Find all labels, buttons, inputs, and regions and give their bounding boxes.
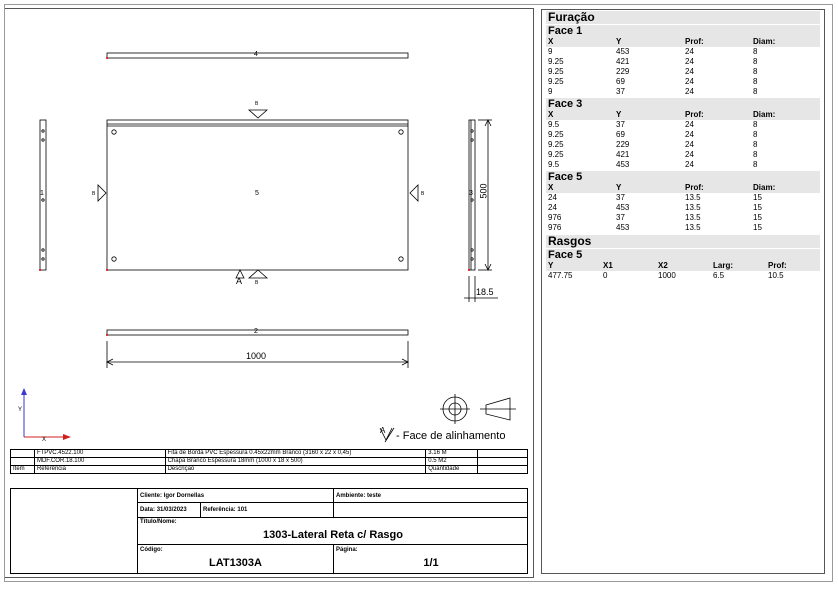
main-panel-label: 5 xyxy=(255,190,259,197)
alignment-a-label: A xyxy=(380,426,386,435)
bottom-panel-label: 2 xyxy=(254,328,258,335)
table-cell: 9.25 xyxy=(548,67,564,76)
hole xyxy=(399,257,403,261)
table-row xyxy=(11,450,528,458)
environment-label: Ambiente: xyxy=(336,493,366,499)
table-cell: 24 xyxy=(685,57,694,66)
date-label: Data: xyxy=(140,507,156,513)
table-cell: 24 xyxy=(685,67,694,76)
table-cell: 24 xyxy=(548,193,557,202)
environment-value: teste xyxy=(367,493,382,499)
table-cell: 8 xyxy=(753,130,758,139)
top-panel-label: 4 xyxy=(254,51,258,58)
table-cell: 69 xyxy=(616,77,625,86)
marker-left xyxy=(98,185,106,201)
rasgos-title: Rasgos xyxy=(546,235,820,248)
reference-value: 101 xyxy=(237,507,248,513)
table-cell: 1000 xyxy=(658,271,676,280)
bom-item xyxy=(11,458,35,466)
bom-qty: 0.5 M2 xyxy=(426,458,478,466)
date-value: 31/03/2023 xyxy=(156,507,187,513)
table-cell: 421 xyxy=(616,57,630,66)
table-cell: 8 xyxy=(753,57,758,66)
table-cell: 24 xyxy=(685,160,694,169)
marker-b-left: B xyxy=(92,191,96,197)
table-cell: Prof: xyxy=(685,183,704,192)
table-cell: 8 xyxy=(753,47,758,56)
table-cell: 24 xyxy=(685,87,694,96)
table-cell: 15 xyxy=(753,223,762,232)
page-value: 1/1 xyxy=(423,557,439,569)
client-value: Igor Dornellas xyxy=(163,493,205,499)
table-cell: 24 xyxy=(685,47,694,56)
reference-cell xyxy=(201,503,334,517)
axis-x-label: X xyxy=(42,437,47,443)
table-cell: 8 xyxy=(753,140,758,149)
reference-label: Referência: xyxy=(203,507,236,513)
table-cell: 8 xyxy=(753,87,758,96)
table-cell: 8 xyxy=(753,77,758,86)
table-cell: 13.5 xyxy=(685,213,701,222)
table-cell: 24 xyxy=(685,120,694,129)
code-cell xyxy=(138,545,334,573)
table-cell: Diam: xyxy=(753,183,776,192)
table-cell: 0 xyxy=(603,271,608,280)
table-cell: Prof: xyxy=(685,110,704,119)
table-cell: Y xyxy=(616,183,622,192)
table-cell: 9.25 xyxy=(548,140,564,149)
face-3-header xyxy=(546,110,820,120)
table-cell: 13.5 xyxy=(685,203,701,212)
date-cell xyxy=(138,503,201,517)
marker-bottom xyxy=(249,270,267,278)
table-cell: 13.5 xyxy=(685,193,701,202)
rasgo-header xyxy=(546,261,820,271)
right-panel-label: 3 xyxy=(469,190,473,197)
table-cell: X xyxy=(548,110,554,119)
table-cell: 8 xyxy=(753,160,758,169)
axis-indicator xyxy=(21,388,71,440)
table-row xyxy=(11,458,528,466)
bom-desc: Chapa Branco Espessura 18mm (1000 x 18 x 500) xyxy=(165,458,426,466)
table-cell: 24 xyxy=(685,77,694,86)
marker-right xyxy=(410,185,418,201)
bom-header-qty: Quantidade xyxy=(426,466,478,474)
bom-header-desc: Descrição xyxy=(165,466,426,474)
table-cell: 10.5 xyxy=(768,271,784,280)
table-cell: Prof: xyxy=(685,37,704,46)
dimension-width: 1000 xyxy=(246,351,267,361)
bom-qty: 3.16 M xyxy=(426,450,478,458)
table-cell: 8 xyxy=(753,120,758,129)
table-cell: 37 xyxy=(616,213,625,222)
marker-b-right: B xyxy=(421,191,425,197)
table-cell: 24 xyxy=(685,150,694,159)
face-1-header xyxy=(546,37,820,47)
code-value: LAT1303A xyxy=(209,557,262,569)
page-cell xyxy=(334,545,528,573)
title-cell xyxy=(138,517,528,545)
face-1-title: Face 1 xyxy=(546,25,820,37)
logo-area xyxy=(11,489,138,573)
machining-panel xyxy=(541,9,825,574)
table-cell: 8 xyxy=(753,150,758,159)
dimension-height: 500 xyxy=(478,183,489,199)
bom-ref: MDF.COR.18.100 xyxy=(34,458,165,466)
table-cell: 15 xyxy=(753,203,762,212)
table-cell: Y xyxy=(616,37,622,46)
table-cell: 477.75 xyxy=(548,271,573,280)
drawing-title: 1303-Lateral Reta c/ Rasgo xyxy=(262,529,403,541)
bom-header-ref: Referência xyxy=(34,466,165,474)
face-5-header xyxy=(546,183,820,193)
table-cell: 8 xyxy=(753,67,758,76)
table-cell: Diam: xyxy=(753,37,776,46)
title-block xyxy=(10,488,528,574)
alignment-text: - Face de alinhamento xyxy=(396,430,506,442)
rasgo-rows xyxy=(546,271,820,281)
client-cell xyxy=(138,489,334,503)
table-cell: 9 xyxy=(548,87,553,96)
table-cell: 229 xyxy=(616,67,630,76)
table-cell: 9 xyxy=(548,47,553,56)
face-3-title: Face 3 xyxy=(546,98,820,110)
rasgo-face-title: Face 5 xyxy=(546,249,820,261)
table-cell: 976 xyxy=(548,213,562,222)
table-cell: Y xyxy=(548,261,554,270)
table-cell: 421 xyxy=(616,150,630,159)
table-cell: 37 xyxy=(616,193,625,202)
table-cell: 229 xyxy=(616,140,630,149)
dimension-thickness: 18.5 xyxy=(476,287,494,297)
table-cell: 976 xyxy=(548,223,562,232)
table-cell: X xyxy=(548,183,554,192)
table-cell: 453 xyxy=(616,47,630,56)
marker-top xyxy=(249,110,267,118)
marker-b-top: B xyxy=(255,101,259,107)
table-cell: 37 xyxy=(616,87,625,96)
hole xyxy=(112,257,116,261)
marker-b-bottom: B xyxy=(255,280,259,286)
bill-of-materials xyxy=(10,449,528,474)
marker-a-label: A xyxy=(236,276,243,286)
table-cell: Larg: xyxy=(713,261,733,270)
face-5-rows xyxy=(546,193,820,233)
table-cell: X2 xyxy=(658,261,668,270)
environment-cell xyxy=(334,489,528,503)
table-cell: X1 xyxy=(603,261,613,270)
table-cell: 6.5 xyxy=(713,271,725,280)
table-cell: Prof: xyxy=(768,261,787,270)
axis-y-label: Y xyxy=(18,407,23,413)
table-cell: 15 xyxy=(753,193,762,202)
table-cell: 9.25 xyxy=(548,57,564,66)
table-cell: 37 xyxy=(616,120,625,129)
bom-header-row xyxy=(11,466,528,474)
table-cell: 453 xyxy=(616,160,630,169)
face-5-title: Face 5 xyxy=(546,171,820,183)
table-cell: 9.5 xyxy=(548,120,560,129)
table-cell: Diam: xyxy=(753,110,776,119)
hole xyxy=(112,130,116,134)
bom-item xyxy=(11,450,35,458)
code-label: Código: xyxy=(140,547,163,553)
bom-ref: FTPVC.4522.100 xyxy=(34,450,165,458)
client-label: Cliente: xyxy=(140,493,163,499)
hole xyxy=(399,130,403,134)
table-cell: 24 xyxy=(548,203,557,212)
left-panel-label: 1 xyxy=(40,190,44,197)
table-cell: 9.25 xyxy=(548,77,564,86)
table-cell: 15 xyxy=(753,213,762,222)
furacao-title: Furação xyxy=(546,11,820,24)
bom-desc: Fita de Borda PVC Espessura 0.45x22mm Branco (3160 x 22 x 0,45) xyxy=(165,450,426,458)
table-cell: 9.5 xyxy=(548,160,560,169)
table-cell: 69 xyxy=(616,130,625,139)
table-cell: 9.25 xyxy=(548,130,564,139)
bom-header-item: Item xyxy=(11,466,35,474)
table-cell: 453 xyxy=(616,223,630,232)
face-1-rows xyxy=(546,47,820,97)
face-3-rows xyxy=(546,120,820,170)
title-label: Título/Nome: xyxy=(140,519,177,525)
table-cell: 13.5 xyxy=(685,223,701,232)
table-cell: 24 xyxy=(685,130,694,139)
table-cell: X xyxy=(548,37,554,46)
table-cell: 453 xyxy=(616,203,630,212)
table-cell: 24 xyxy=(685,140,694,149)
table-cell: 9.25 xyxy=(548,150,564,159)
page-label: Página: xyxy=(336,547,358,553)
table-cell: Y xyxy=(616,110,622,119)
